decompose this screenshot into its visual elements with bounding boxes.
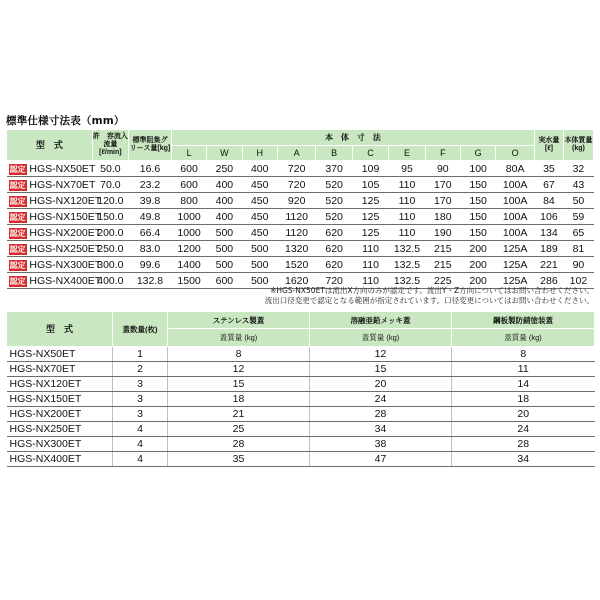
mass-cell: 90 bbox=[563, 257, 593, 273]
lid-count-cell: 4 bbox=[113, 452, 168, 467]
dim-cell-c: 105 bbox=[352, 177, 388, 193]
dim-cell-e: 110 bbox=[389, 193, 425, 209]
table-row bbox=[7, 177, 594, 193]
flow-cell: 70.0 bbox=[92, 177, 128, 193]
dim-cell-g: 100 bbox=[460, 161, 495, 177]
lid-count-cell: 4 bbox=[113, 422, 168, 437]
note-line-1: ※HGS-NX50ETは流出X方向のみが認定です。流出Y・Z方向についてはお問い合わせください。 bbox=[270, 286, 594, 295]
dim-cell-f: 190 bbox=[425, 225, 460, 241]
flow-cell: 150.0 bbox=[92, 209, 128, 225]
water-cell: 84 bbox=[534, 193, 563, 209]
lid-count-cell: 2 bbox=[113, 362, 168, 377]
dim-cell-g: 200 bbox=[460, 257, 495, 273]
model-cell bbox=[7, 257, 102, 273]
lid-model-cell: HGS-NX200ET bbox=[7, 407, 113, 422]
mass-cell: 43 bbox=[563, 177, 593, 193]
lid-header-model: 型 式 bbox=[7, 312, 113, 347]
grease-cell: 83.0 bbox=[129, 241, 172, 257]
dim-cell-l: 800 bbox=[171, 193, 206, 209]
stainless-mass-cell: 28 bbox=[168, 437, 310, 452]
stainless-mass-cell: 21 bbox=[168, 407, 310, 422]
lid-count-cell: 1 bbox=[113, 347, 168, 362]
dim-cell-w: 500 bbox=[207, 225, 242, 241]
galvanized-mass-cell: 15 bbox=[310, 362, 452, 377]
dim-cell-w: 400 bbox=[207, 209, 242, 225]
dim-cell-c: 110 bbox=[352, 273, 388, 289]
table-row bbox=[7, 193, 594, 209]
dim-cell-c: 125 bbox=[352, 193, 388, 209]
steel-mass-cell: 14 bbox=[452, 377, 595, 392]
galvanized-mass-cell: 47 bbox=[310, 452, 452, 467]
table-row bbox=[7, 422, 595, 437]
dim-cell-e: 132.5 bbox=[389, 241, 425, 257]
mass-cell: 65 bbox=[563, 225, 593, 241]
dim-cell-a: 1520 bbox=[277, 257, 316, 273]
dim-cell-f: 215 bbox=[425, 241, 460, 257]
dim-cell-e: 110 bbox=[389, 209, 425, 225]
dim-cell-w: 250 bbox=[207, 161, 242, 177]
steel-mass-cell: 18 bbox=[452, 392, 595, 407]
dim-cell-b: 620 bbox=[316, 257, 352, 273]
dim-cell-w: 500 bbox=[207, 257, 242, 273]
dim-cell-h: 450 bbox=[242, 209, 277, 225]
dim-cell-b: 620 bbox=[316, 241, 352, 257]
spec-table bbox=[6, 129, 594, 289]
lid-count-cell: 3 bbox=[113, 392, 168, 407]
dim-cell-o: 100A bbox=[496, 177, 535, 193]
table-row bbox=[7, 257, 594, 273]
dim-cell-h: 450 bbox=[242, 193, 277, 209]
lid-count-cell: 4 bbox=[113, 437, 168, 452]
galvanized-mass-cell: 12 bbox=[310, 347, 452, 362]
dim-cell-g: 150 bbox=[460, 225, 495, 241]
steel-mass-cell: 20 bbox=[452, 407, 595, 422]
dim-cell-a: 1120 bbox=[277, 225, 316, 241]
dim-cell-a: 1320 bbox=[277, 241, 316, 257]
dim-cell-g: 150 bbox=[460, 177, 495, 193]
lid-subheader-mass: 蓋質量 (kg) bbox=[452, 329, 595, 347]
dim-cell-c: 125 bbox=[352, 209, 388, 225]
stainless-mass-cell: 15 bbox=[168, 377, 310, 392]
galvanized-mass-cell: 34 bbox=[310, 422, 452, 437]
galvanized-mass-cell: 28 bbox=[310, 407, 452, 422]
steel-mass-cell: 28 bbox=[452, 437, 595, 452]
dim-cell-o: 80A bbox=[496, 161, 535, 177]
steel-mass-cell: 34 bbox=[452, 452, 595, 467]
grease-cell: 99.6 bbox=[129, 257, 172, 273]
dim-cell-h: 500 bbox=[242, 241, 277, 257]
model-name: HGS-NX150ET bbox=[29, 210, 102, 223]
dim-cell-l: 1200 bbox=[171, 241, 206, 257]
dim-cell-c: 110 bbox=[352, 241, 388, 257]
header-dim-l: L bbox=[171, 146, 206, 161]
dim-cell-g: 200 bbox=[460, 273, 495, 289]
flow-cell: 50.0 bbox=[92, 161, 128, 177]
header-model: 型 式 bbox=[7, 130, 93, 161]
dim-cell-f: 215 bbox=[425, 257, 460, 273]
galvanized-mass-cell: 20 bbox=[310, 377, 452, 392]
dim-cell-b: 720 bbox=[316, 273, 352, 289]
model-cell bbox=[7, 193, 102, 209]
dim-cell-o: 100A bbox=[496, 193, 535, 209]
table-row bbox=[7, 437, 595, 452]
flow-cell: 300.0 bbox=[92, 257, 128, 273]
dim-cell-o: 125A bbox=[496, 257, 535, 273]
lid-model-cell: HGS-NX120ET bbox=[7, 377, 113, 392]
dim-cell-f: 225 bbox=[425, 273, 460, 289]
table-row bbox=[7, 347, 595, 362]
lid-model-cell: HGS-NX50ET bbox=[7, 347, 113, 362]
dim-cell-c: 125 bbox=[352, 225, 388, 241]
dim-cell-w: 600 bbox=[207, 273, 242, 289]
lid-subheader-mass: 蓋質量 (kg) bbox=[310, 329, 452, 347]
stainless-mass-cell: 18 bbox=[168, 392, 310, 407]
dim-cell-g: 150 bbox=[460, 209, 495, 225]
dim-cell-f: 170 bbox=[425, 177, 460, 193]
header-dim-h: H bbox=[242, 146, 277, 161]
model-cell bbox=[7, 241, 102, 257]
dim-cell-l: 1400 bbox=[171, 257, 206, 273]
lid-model-cell: HGS-NX150ET bbox=[7, 392, 113, 407]
dim-cell-a: 1120 bbox=[277, 209, 316, 225]
dim-cell-h: 500 bbox=[242, 273, 277, 289]
note-line-2: 流出口径変更で認定となる範囲が指定されています。口径変更についてはお問い合わせください。 bbox=[264, 296, 594, 305]
dim-cell-w: 400 bbox=[207, 177, 242, 193]
lid-count-cell: 3 bbox=[113, 407, 168, 422]
model-name: HGS-NX70ET bbox=[29, 178, 96, 191]
lid-model-cell: HGS-NX250ET bbox=[7, 422, 113, 437]
dim-cell-a: 920 bbox=[277, 193, 316, 209]
header-dim-e: E bbox=[389, 146, 425, 161]
table-row bbox=[7, 161, 594, 177]
certified-badge: 認定 bbox=[9, 196, 26, 206]
dim-cell-b: 620 bbox=[316, 225, 352, 241]
stainless-mass-cell: 12 bbox=[168, 362, 310, 377]
dim-cell-o: 100A bbox=[496, 209, 535, 225]
header-dim-g: G bbox=[460, 146, 495, 161]
dim-cell-f: 180 bbox=[425, 209, 460, 225]
table-row bbox=[7, 452, 595, 467]
dim-cell-h: 450 bbox=[242, 225, 277, 241]
header-dim-a: A bbox=[277, 146, 316, 161]
dim-cell-b: 520 bbox=[316, 177, 352, 193]
stainless-mass-cell: 25 bbox=[168, 422, 310, 437]
dim-cell-h: 500 bbox=[242, 257, 277, 273]
model-name: HGS-NX200ET bbox=[29, 226, 102, 239]
steel-mass-cell: 8 bbox=[452, 347, 595, 362]
dim-cell-e: 132.5 bbox=[389, 273, 425, 289]
table-row bbox=[7, 241, 594, 257]
dim-cell-w: 400 bbox=[207, 193, 242, 209]
table-row bbox=[7, 362, 595, 377]
model-name: HGS-NX400ET bbox=[29, 274, 102, 287]
stainless-mass-cell: 8 bbox=[168, 347, 310, 362]
flow-cell: 250.0 bbox=[92, 241, 128, 257]
water-cell: 286 bbox=[534, 273, 563, 289]
flow-cell: 400.0 bbox=[92, 273, 128, 289]
header-flow: 許 容流入流量[ℓ/min] bbox=[92, 130, 128, 161]
mass-cell: 50 bbox=[563, 193, 593, 209]
lid-header-stainless: ステンレス製蓋 bbox=[168, 312, 310, 329]
dim-cell-h: 450 bbox=[242, 177, 277, 193]
dim-cell-e: 110 bbox=[389, 177, 425, 193]
header-dim-c: C bbox=[352, 146, 388, 161]
model-cell bbox=[7, 273, 102, 289]
header-dim-o: O bbox=[496, 146, 535, 161]
dim-cell-b: 370 bbox=[316, 161, 352, 177]
dim-cell-b: 520 bbox=[316, 209, 352, 225]
certified-badge: 認定 bbox=[9, 260, 26, 270]
model-cell bbox=[7, 177, 96, 193]
dim-cell-h: 400 bbox=[242, 161, 277, 177]
dim-cell-l: 1000 bbox=[171, 225, 206, 241]
grease-cell: 23.2 bbox=[129, 177, 172, 193]
dim-cell-o: 100A bbox=[496, 225, 535, 241]
lid-subheader-mass: 蓋質量 (kg) bbox=[168, 329, 310, 347]
model-cell bbox=[7, 161, 96, 177]
model-cell bbox=[7, 209, 102, 225]
dim-cell-e: 110 bbox=[389, 225, 425, 241]
water-cell: 106 bbox=[534, 209, 563, 225]
model-name: HGS-NX120ET bbox=[29, 194, 102, 207]
table-row bbox=[7, 209, 594, 225]
lid-model-cell: HGS-NX400ET bbox=[7, 452, 113, 467]
dim-cell-e: 95 bbox=[389, 161, 425, 177]
table-row bbox=[7, 377, 595, 392]
galvanized-mass-cell: 24 bbox=[310, 392, 452, 407]
table-row bbox=[7, 407, 595, 422]
model-name: HGS-NX300ET bbox=[29, 258, 102, 271]
header-dim-b: B bbox=[316, 146, 352, 161]
model-cell bbox=[7, 225, 102, 241]
lid-header-steel: 鋼板製防錆塗装蓋 bbox=[452, 312, 595, 329]
dim-cell-c: 110 bbox=[352, 257, 388, 273]
certified-badge: 認定 bbox=[9, 164, 26, 174]
grease-cell: 66.4 bbox=[129, 225, 172, 241]
dim-cell-f: 90 bbox=[425, 161, 460, 177]
water-cell: 35 bbox=[534, 161, 563, 177]
water-cell: 221 bbox=[534, 257, 563, 273]
grease-cell: 39.8 bbox=[129, 193, 172, 209]
lid-header-count: 蓋数量(枚) bbox=[113, 312, 168, 347]
header-grease: 標準阻集グリース量[kg] bbox=[129, 130, 172, 161]
dim-cell-c: 109 bbox=[352, 161, 388, 177]
water-cell: 134 bbox=[534, 225, 563, 241]
mass-cell: 102 bbox=[563, 273, 593, 289]
header-body-dims: 本 体 寸 法 bbox=[171, 130, 534, 146]
header-water: 実水量[ℓ] bbox=[534, 130, 563, 161]
header-dim-f: F bbox=[425, 146, 460, 161]
flow-cell: 200.0 bbox=[92, 225, 128, 241]
grease-cell: 49.8 bbox=[129, 209, 172, 225]
table-row bbox=[7, 225, 594, 241]
model-name: HGS-NX50ET bbox=[29, 162, 96, 175]
grease-cell: 132.8 bbox=[129, 273, 172, 289]
header-mass: 本体質量(kg) bbox=[563, 130, 593, 161]
lid-header-galvanized: 溶融亜鉛メッキ蓋 bbox=[310, 312, 452, 329]
flow-cell: 120.0 bbox=[92, 193, 128, 209]
lid-model-cell: HGS-NX70ET bbox=[7, 362, 113, 377]
dim-cell-e: 132.5 bbox=[389, 257, 425, 273]
certified-badge: 認定 bbox=[9, 228, 26, 238]
page-title: 標準仕様寸法表（mm） bbox=[6, 115, 125, 127]
steel-mass-cell: 24 bbox=[452, 422, 595, 437]
certified-badge: 認定 bbox=[9, 276, 26, 286]
certified-badge: 認定 bbox=[9, 212, 26, 222]
certified-badge: 認定 bbox=[9, 244, 26, 254]
galvanized-mass-cell: 38 bbox=[310, 437, 452, 452]
lid-count-cell: 3 bbox=[113, 377, 168, 392]
dim-cell-g: 150 bbox=[460, 193, 495, 209]
certified-badge: 認定 bbox=[9, 180, 26, 190]
dim-cell-g: 200 bbox=[460, 241, 495, 257]
dim-cell-f: 170 bbox=[425, 193, 460, 209]
lid-table bbox=[6, 311, 595, 467]
dim-cell-l: 1000 bbox=[171, 209, 206, 225]
dim-cell-a: 720 bbox=[277, 161, 316, 177]
model-name: HGS-NX250ET bbox=[29, 242, 102, 255]
mass-cell: 81 bbox=[563, 241, 593, 257]
dim-cell-a: 720 bbox=[277, 177, 316, 193]
dim-cell-l: 600 bbox=[171, 161, 206, 177]
lid-model-cell: HGS-NX300ET bbox=[7, 437, 113, 452]
header-dim-w: W bbox=[207, 146, 242, 161]
dim-cell-w: 500 bbox=[207, 241, 242, 257]
steel-mass-cell: 11 bbox=[452, 362, 595, 377]
dim-cell-l: 1500 bbox=[171, 273, 206, 289]
stainless-mass-cell: 35 bbox=[168, 452, 310, 467]
water-cell: 67 bbox=[534, 177, 563, 193]
dim-cell-o: 125A bbox=[496, 241, 535, 257]
mass-cell: 59 bbox=[563, 209, 593, 225]
grease-cell: 16.6 bbox=[129, 161, 172, 177]
dim-cell-o: 125A bbox=[496, 273, 535, 289]
dim-cell-l: 600 bbox=[171, 177, 206, 193]
dim-cell-b: 520 bbox=[316, 193, 352, 209]
mass-cell: 32 bbox=[563, 161, 593, 177]
dim-cell-a: 1620 bbox=[277, 273, 316, 289]
water-cell: 189 bbox=[534, 241, 563, 257]
table-row bbox=[7, 392, 595, 407]
